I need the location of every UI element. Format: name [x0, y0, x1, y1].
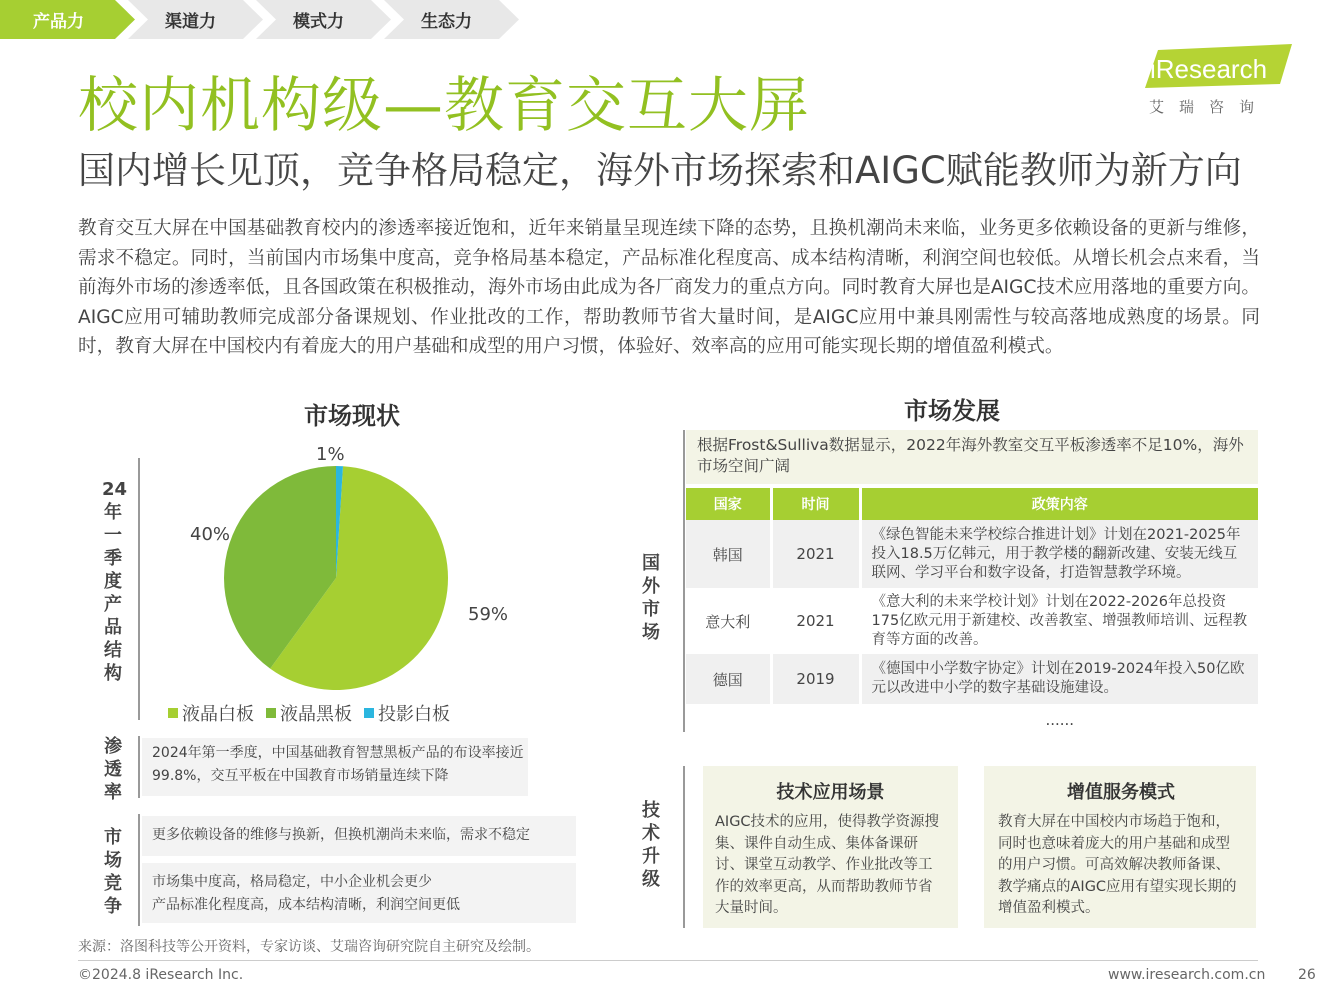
penetration-divider: [138, 736, 140, 798]
legend-label: 液晶白板: [182, 704, 254, 725]
page-title: 校内机构级—教育交互大屏: [78, 71, 810, 141]
overseas-note-text: 根据Frost&Sulliva数据显示，2022年海外教室交互平板渗透率不足10%，海外市场空间广阔: [697, 436, 1244, 475]
product-structure-divider: [138, 458, 140, 720]
table-row: [686, 588, 1258, 654]
legend-item-lcd-whiteboard: [168, 700, 254, 726]
pie-label-lcd-whiteboard: 59%: [468, 604, 509, 625]
tab-channel[interactable]: [128, 0, 263, 39]
table-cell-policy: 《德国中小学数字协定》计划在2019-2024年投入50亿欧元以改进中小学的数字基础设施建设。: [860, 654, 1258, 704]
tech-scenario-title: 技术应用场景: [776, 782, 885, 803]
intro-paragraph: 教育交互大屏在中国基础教育校内的渗透率接近饱和，近年来销量呈现连续下降的态势，且换机潮尚未来临，业务更多依赖设备的更新与维修，需求不稳定。同时，当前国内市场集中度高，竞争格局基本稳定，产品标准化程度高、成本结构清晰，利润空间也较低。从增长机会点来看，当前海外市场的渗透率低，且各国政策在积极推动，海外市场由此成为各厂商发力的重点方向。同时教育大屏也是AIGC技术应用落地的重要方向。AIGC应用可辅助教师完成部分备课规划、作业批改的工作，帮助教师节省大量时间，是AIGC应用中兼具刚需性与较高落地成熟度的场景。同时，教育大屏在中国校内有着庞大的用户基础和成型的用户习惯，体验好、效率高的应用可能实现长期的增值盈利模式。: [78, 218, 1260, 358]
tab-product[interactable]: [0, 0, 135, 39]
competition-item: 更多依赖设备的维修与换新，但换机潮尚未来临，需求不稳定: [152, 827, 530, 843]
value-service-card: [984, 766, 1256, 928]
tab-ecosystem-label: 生态力: [421, 12, 472, 32]
tab-model-label: 模式力: [293, 12, 344, 32]
website-link[interactable]: www.iresearch.com.cn: [1108, 967, 1266, 983]
table-cell-policy: 《意大利的未来学校计划》计划在2022-2026年总投资175亿欧元用于新建校、改善教室、增强教师培训、远程教育等方面的改善。: [860, 588, 1258, 654]
legend-swatch: [266, 708, 276, 718]
policy-table: [686, 488, 1258, 736]
penetration-label: 渗透率: [104, 736, 122, 803]
table-header: 时间: [771, 488, 860, 520]
table-cell-empty: [686, 704, 771, 736]
penetration-text: 2024年第一季度，中国基础教育智慧黑板产品的布设率接近99.8%，交互平板在中国教育市场销量连续下降: [152, 745, 524, 784]
pie-chart: [150, 430, 510, 700]
table-cell-policy: 《绿色智能未来学校综合推进计划》计划在2021-2025年投入18.5万亿韩元，用于教学楼的翻新改建、安装无线互联网、学习平台和数字设备，打造智慧教学环境。: [860, 520, 1258, 588]
logo-text: iResearch: [1150, 54, 1268, 84]
table-row-more: [686, 704, 1258, 736]
competition-item: 产品标准化程度高，成本结构清晰，利润空间更低: [152, 897, 460, 913]
value-service-title: 增值服务模式: [1067, 782, 1175, 803]
value-service-body: 教育大屏在中国校内市场趋于饱和，同时也意味着庞大的用户基础和成型的用户习惯。可高效解决教师备课、教学痛点的AIGC应用有望实现长期的增值盈利模式。: [998, 814, 1237, 916]
legend-swatch: [168, 708, 178, 718]
table-cell-country: 德国: [686, 654, 771, 704]
legend-item-lcd-blackboard: [266, 700, 352, 726]
legend-label: 投影白板: [378, 704, 450, 725]
table-cell-year: 2021: [771, 588, 860, 654]
table-header-row: [686, 488, 1258, 520]
table-cell-year: 2021: [771, 520, 860, 588]
competition-box-2: [142, 863, 576, 923]
table-row: [686, 654, 1258, 704]
table-cell-country: 韩国: [686, 520, 771, 588]
legend-label: 液晶黑板: [280, 704, 352, 725]
pie-label-projector-whiteboard: 1%: [316, 444, 345, 465]
competition-divider: [138, 814, 140, 926]
table-header: 国家: [686, 488, 771, 520]
table-cell-country: 意大利: [686, 588, 771, 654]
legend-swatch: [364, 708, 374, 718]
page-number: 26: [1298, 967, 1316, 983]
copyright: ©2024.8 iResearch Inc.: [78, 967, 244, 983]
competition-label: 市场竞争: [104, 827, 122, 917]
legend-item-projector-whiteboard: [364, 700, 450, 726]
market-dev-title: 市场发展: [904, 397, 1000, 425]
page-subtitle: 国内增长见顶，竞争格局稳定，海外市场探索和AIGC赋能教师为新方向: [78, 149, 1242, 192]
table-row: [686, 520, 1258, 588]
competition-box-1: [142, 816, 576, 856]
tab-channel-label: 渠道力: [165, 12, 216, 32]
overseas-label: 国外市场: [642, 553, 660, 643]
tech-upgrade-divider: [683, 766, 685, 928]
source-note: 来源：洛图科技等公开资料，专家访谈、艾瑞咨询研究院自主研究及绘制。: [78, 939, 540, 955]
market-status-title: 市场现状: [304, 402, 400, 430]
footer-divider: [78, 960, 1258, 961]
tech-scenario-card: [703, 766, 958, 928]
table-header: 政策内容: [860, 488, 1258, 520]
table-cell-more: ......: [860, 704, 1258, 736]
tech-upgrade-label: 技术升级: [642, 800, 660, 890]
logo-subtitle: 艾瑞咨询: [1149, 98, 1270, 116]
table-cell-empty: [771, 704, 860, 736]
pie-label-lcd-blackboard: 40%: [190, 524, 231, 545]
tab-model[interactable]: [256, 0, 391, 39]
penetration-box: [142, 738, 528, 796]
tab-product-label: 产品力: [33, 12, 84, 32]
table-cell-year: 2019: [771, 654, 860, 704]
overseas-divider: [683, 430, 685, 732]
overseas-note: [686, 430, 1258, 484]
tech-scenario-body: AIGC技术的应用，使得教学资源搜集、课件自动生成、集体备课研讨、课堂互动教学、作业批改等工作的效率更高，从而帮助教师节省大量时间。: [715, 814, 940, 916]
pie-legend: [168, 700, 450, 726]
product-structure-label: 24年一季度产品结构: [102, 479, 128, 684]
tab-ecosystem[interactable]: [384, 0, 519, 39]
competition-item: 市场集中度高，格局稳定，中小企业机会更少: [152, 874, 432, 890]
